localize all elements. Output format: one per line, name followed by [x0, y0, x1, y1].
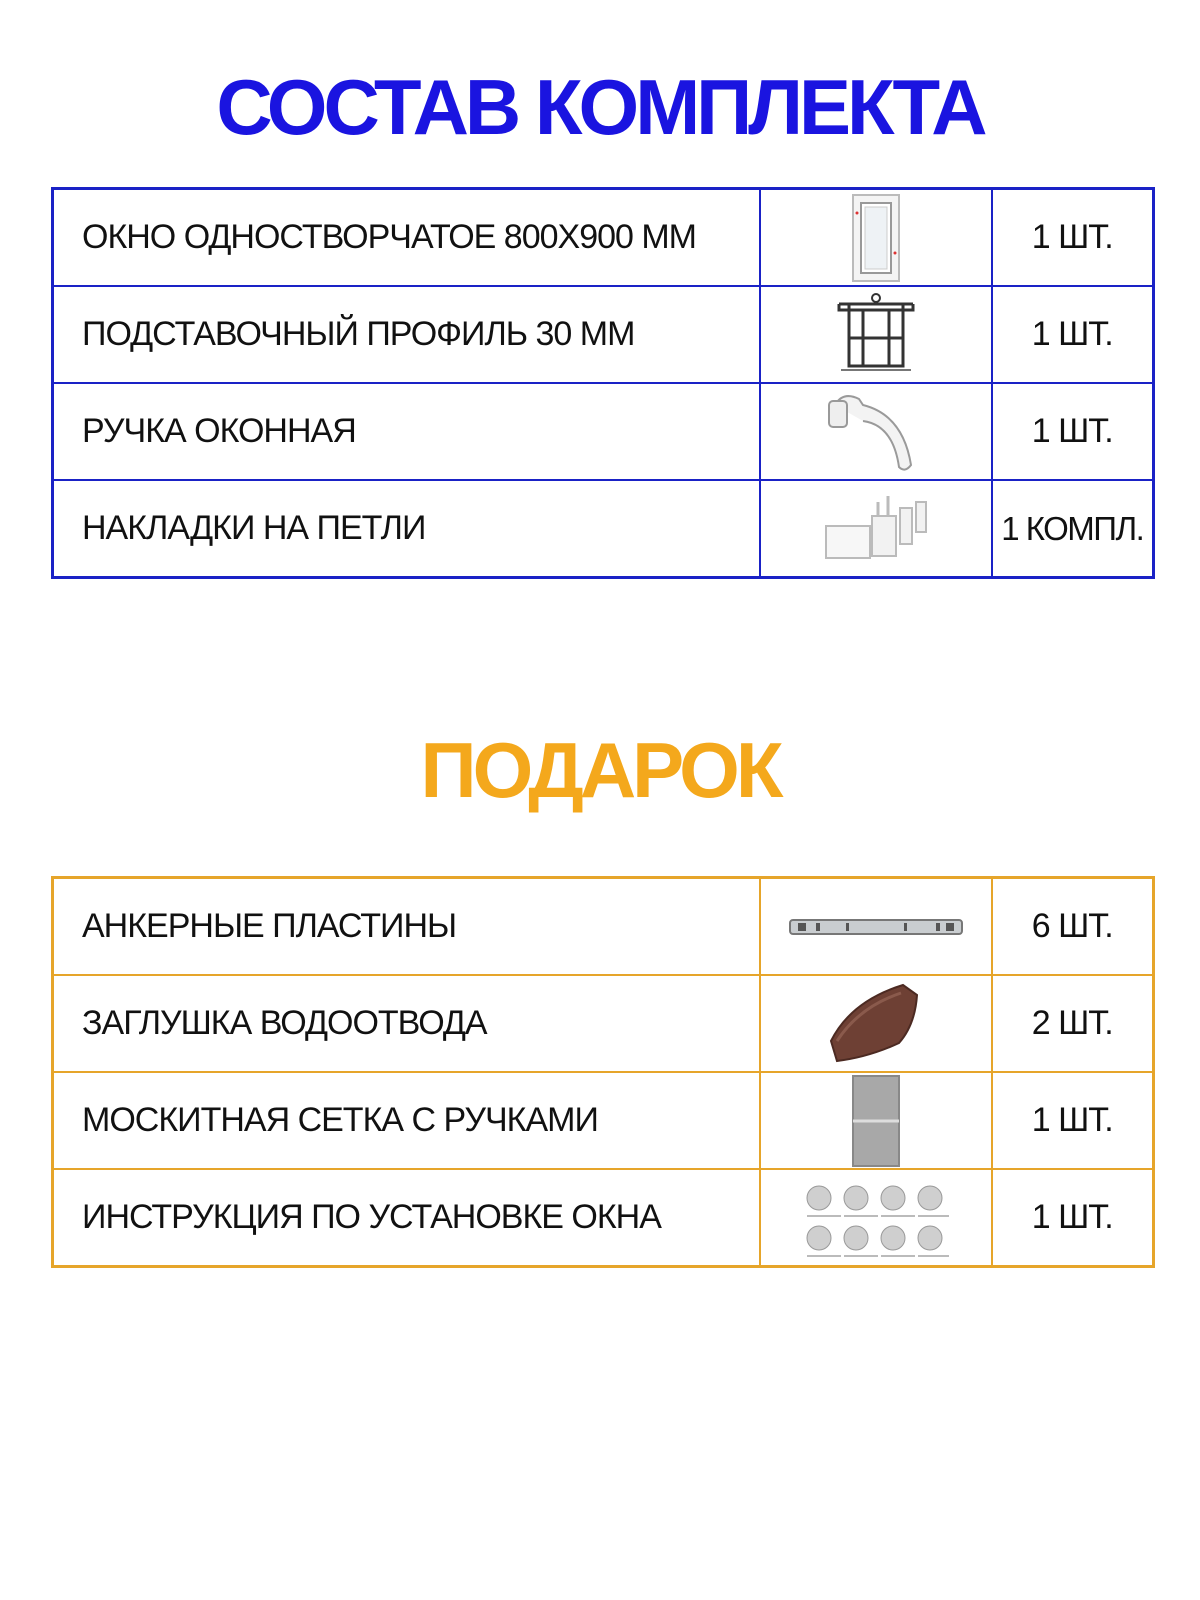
item-qty: 1 ШТ.	[992, 1169, 1154, 1267]
gift-table	[51, 876, 1155, 1268]
item-qty: 2 ШТ.	[992, 975, 1154, 1072]
table-row	[53, 975, 1154, 1072]
item-name: ЗАГЛУШКА ВОДООТВОДА	[53, 975, 760, 1072]
item-name: ПОДСТАВОЧНЫЙ ПРОФИЛЬ 30 ММ	[53, 286, 760, 383]
item-name: ИНСТРУКЦИЯ ПО УСТАНОВКЕ ОКНА	[53, 1169, 760, 1267]
hinge-covers-image	[760, 480, 992, 578]
item-qty: 1 ШТ.	[992, 383, 1154, 480]
item-name: НАКЛАДКИ НА ПЕТЛИ	[53, 480, 760, 578]
item-qty: 1 ШТ.	[992, 286, 1154, 383]
item-qty: 1 ШТ.	[992, 189, 1154, 287]
mosquito-net-image	[760, 1072, 992, 1169]
table-row	[53, 480, 1154, 578]
profile-image	[760, 286, 992, 383]
instruction-image	[760, 1169, 992, 1267]
window-image	[760, 189, 992, 287]
item-name: МОСКИТНАЯ СЕТКА С РУЧКАМИ	[53, 1072, 760, 1169]
item-name: РУЧКА ОКОННАЯ	[53, 383, 760, 480]
anchor-plate-image	[760, 878, 992, 976]
handle-image	[760, 383, 992, 480]
table-row	[53, 189, 1154, 287]
item-qty: 1 ШТ.	[992, 1072, 1154, 1169]
item-name: АНКЕРНЫЕ ПЛАСТИНЫ	[53, 878, 760, 976]
table-row	[53, 383, 1154, 480]
item-qty: 1 КОМПЛ.	[992, 480, 1154, 578]
drain-cap-image	[760, 975, 992, 1072]
table-row	[53, 286, 1154, 383]
table-row	[53, 1169, 1154, 1267]
kit-title: СОСТАВ КОМПЛЕКТА	[216, 63, 984, 151]
item-name: ОКНО ОДНОСТВОРЧАТОЕ 800Х900 ММ	[53, 189, 760, 287]
kit-table	[51, 187, 1155, 579]
table-row	[53, 878, 1154, 976]
table-row	[53, 1072, 1154, 1169]
gift-title: ПОДАРОК	[420, 726, 780, 814]
item-qty: 6 ШТ.	[992, 878, 1154, 976]
